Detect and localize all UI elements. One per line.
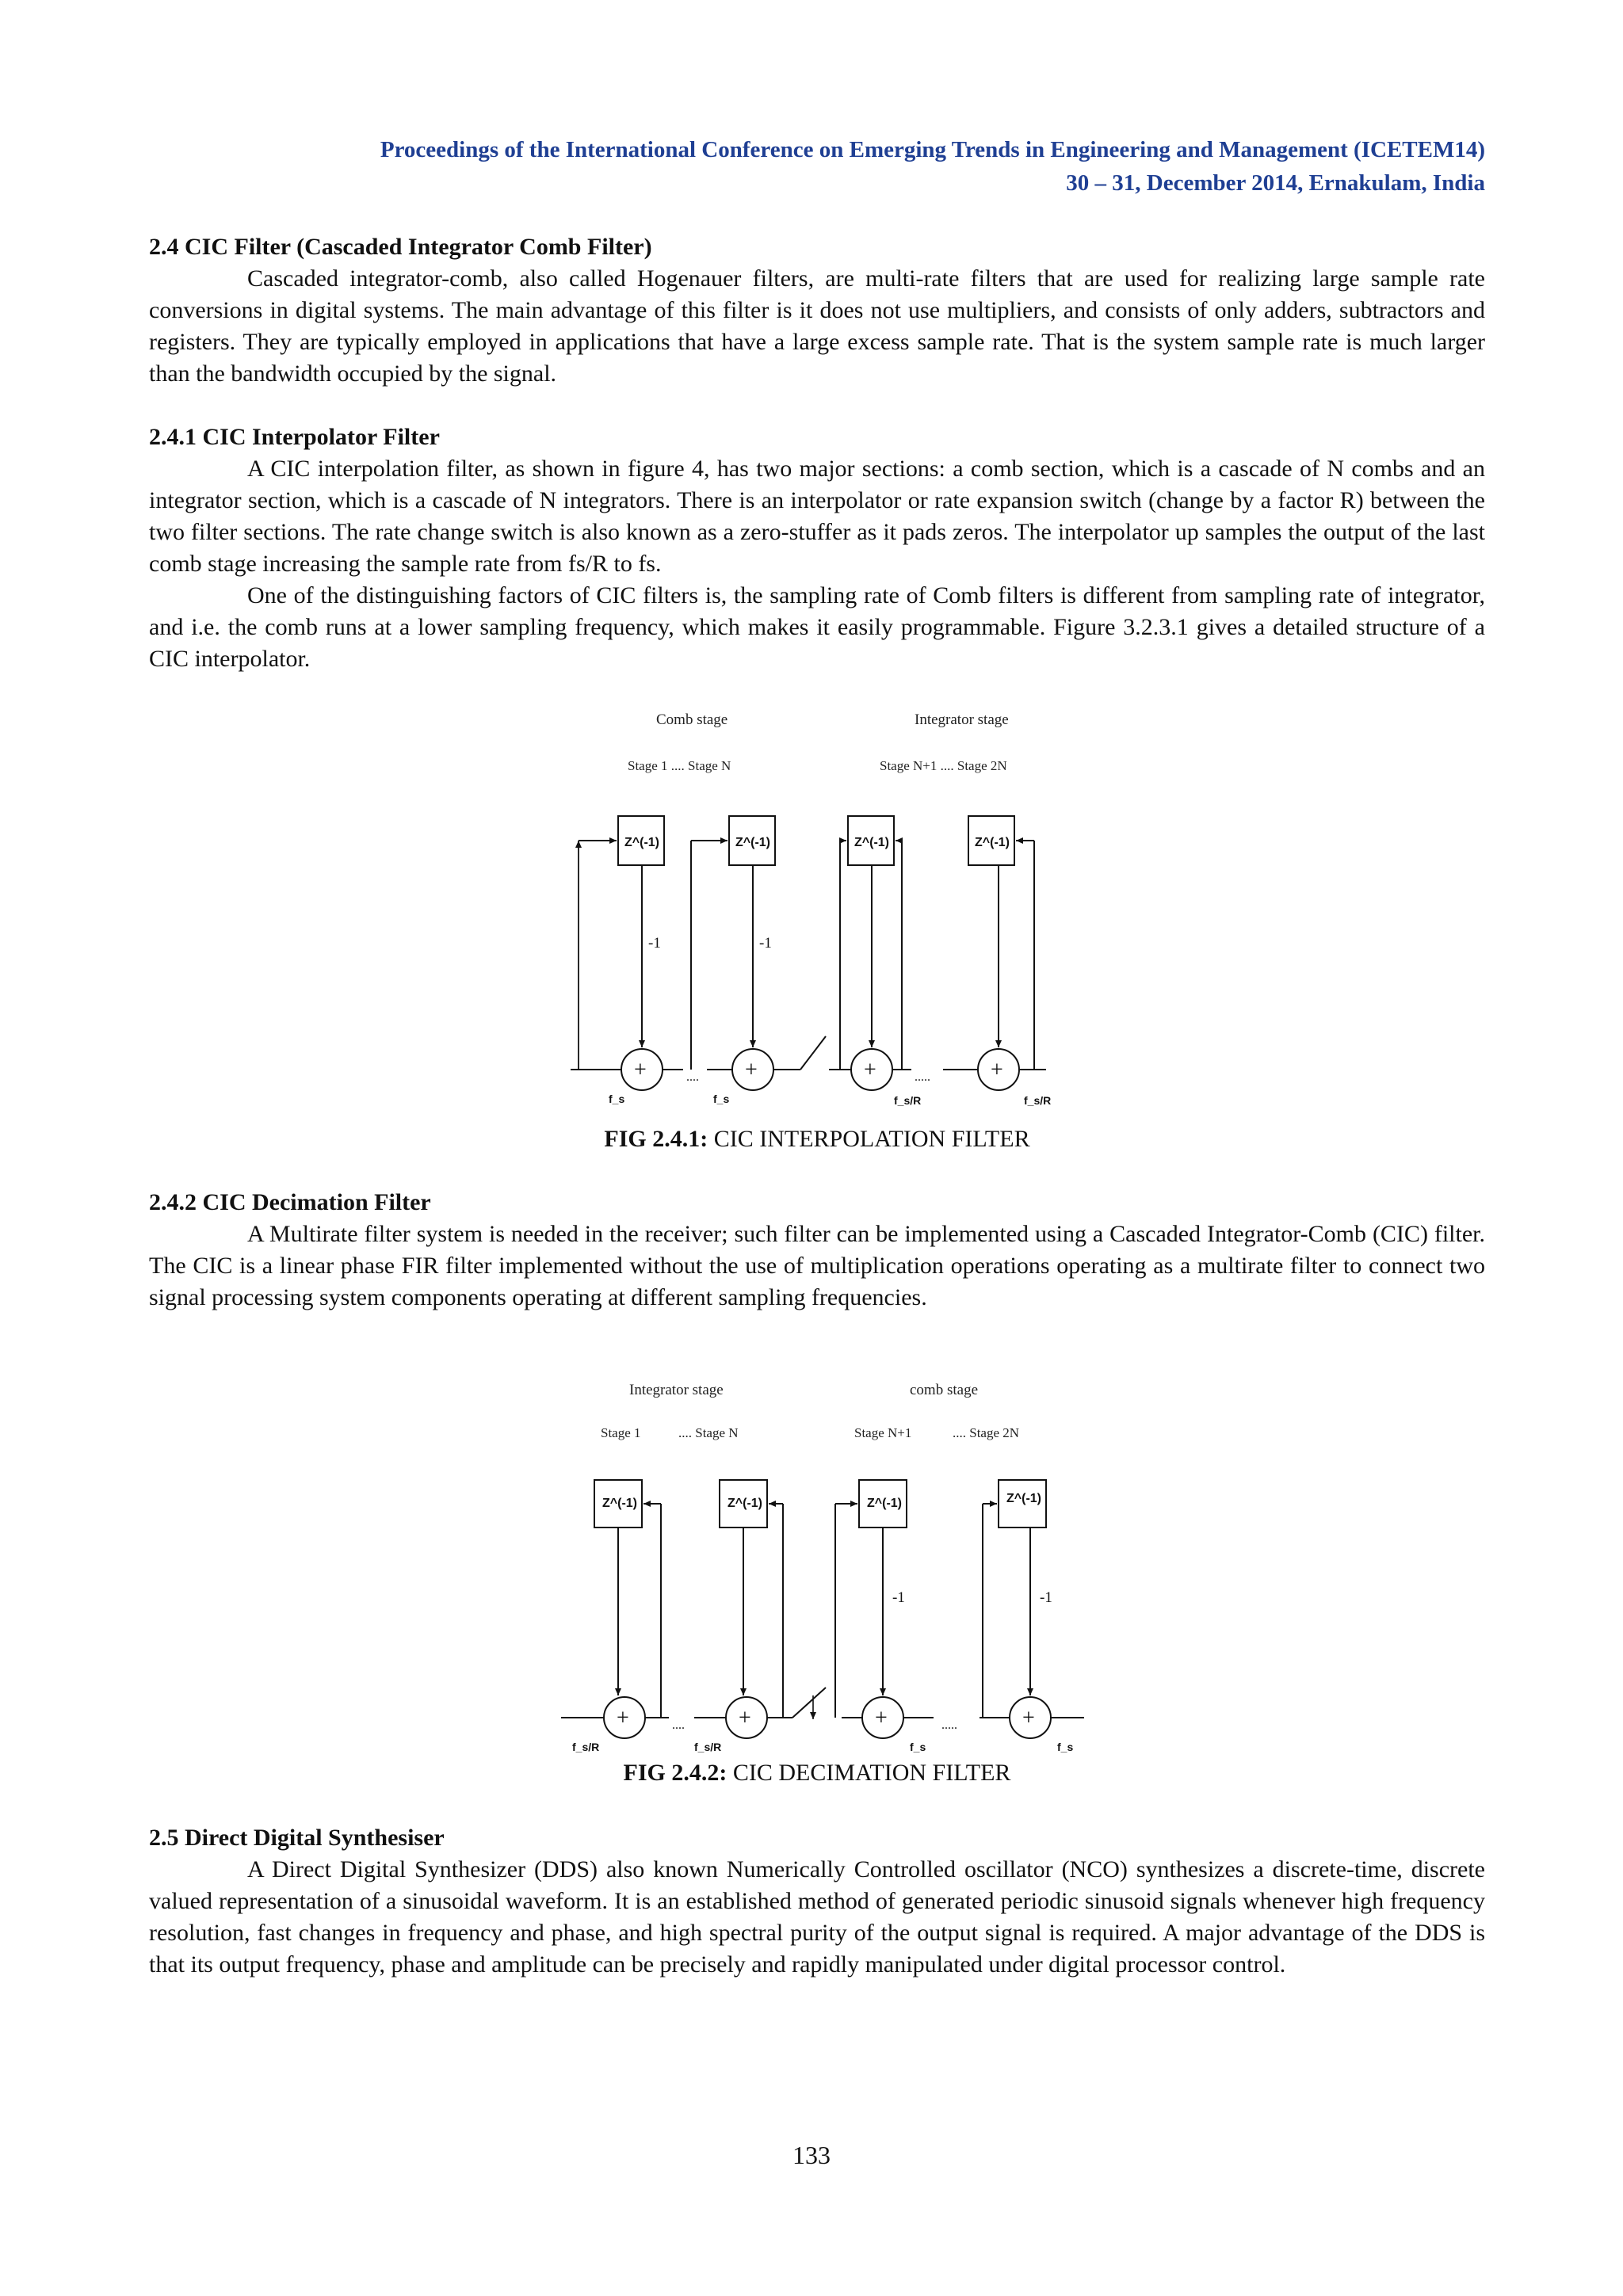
interpolation-diagram [571, 697, 1078, 1117]
adder-symbol: + [875, 1706, 888, 1730]
rate-label: f_s [1057, 1741, 1074, 1753]
adder-symbol: + [745, 1058, 758, 1082]
paragraph: A CIC interpolation filter, as shown in figure 4, has two major sections: a comb section, which is a cascade of N combs and an integrator section, which is a cascade of N integrators. There is an interpolator or rate expansion switch (change by a factor R) between the two filter sections. The rate change switch is also known as a zero-stuffer as it pads zeros. The interpolator up samples the output of the last comb stage increasing the sample rate from fs/R to fs. [149, 456, 1485, 577]
section-2-4-2 [149, 1187, 1485, 1314]
stage-label: .... Stage 2N [953, 1425, 1020, 1440]
delay-label: Z^(-1) [735, 836, 770, 849]
section-2-4 [149, 231, 1485, 390]
rate-label: f_s/R [572, 1741, 600, 1753]
integrator-stage-label: Integrator stage [629, 1382, 724, 1398]
delay-label: Z^(-1) [727, 1497, 762, 1510]
rate-switch [800, 1036, 826, 1070]
stage-label: .... Stage N [678, 1425, 739, 1440]
header-line-1: Proceedings of the International Conference on Emerging Trends in Engineering and Management (ICETEM14) [380, 137, 1485, 162]
rate-label: f_s [910, 1741, 926, 1753]
delay-label: Z^(-1) [854, 836, 889, 849]
figure-caption [149, 1757, 1485, 1789]
section-heading: 2.5 Direct Digital Synthesiser [149, 1825, 445, 1851]
figure-cic-decimation [561, 1367, 1084, 1756]
adder-symbol: + [739, 1706, 751, 1730]
section-heading: 2.4.2 CIC Decimation Filter [149, 1189, 431, 1215]
decimation-diagram [561, 1367, 1084, 1756]
running-header [149, 133, 1485, 200]
header-line-2: 30 – 31, December 2014, Ernakulam, India [1066, 170, 1485, 196]
adder-symbol: + [617, 1706, 629, 1730]
paragraph: One of the distinguishing factors of CIC filters is, the sampling rate of Comb filters is different from sampling rate of integrator, and i.e. the comb runs at a lower sampling frequency, which makes it easily programmable. Figure 3.2.3.1 gives a detailed structure of a CIC interpolator. [149, 582, 1485, 672]
stage-label: Stage 1 [601, 1425, 641, 1440]
stage-label: Stage N+1 [854, 1425, 912, 1440]
page-number: 133 [792, 2141, 831, 2169]
paragraph: A Direct Digital Synthesizer (DDS) also known Numerically Controlled oscillator (NCO) synthesizes a discrete-time, discrete valued representation of a sinusoidal waveform. It is an established method of generated periodic sinusoid signals whenever high frequency resolution, fast changes in frequency and phase, and high spectral purity of the output signal is required. A major advantage of the DDS is that its output frequency, phase and amplitude can be precisely and rapidly manipulated under digital processor control. [149, 1856, 1485, 1978]
stage-range-left: Stage 1 .... Stage N [628, 758, 731, 773]
rate-label: f_s/R [894, 1094, 922, 1107]
adder-symbol: + [864, 1058, 876, 1082]
paragraph: Cascaded integrator-comb, also called Hogenauer filters, are multi-rate filters that are used for realizing large sample rate conversions in digital systems. The main advantage of this filter is it does not use multipliers, and consists of only adders, subtractors and registers. They are typically employed in applications that have a large excess sample rate. That is the system sample rate is much larger than the bandwidth occupied by the signal. [149, 265, 1485, 387]
rate-label: f_s [609, 1093, 625, 1105]
adder-symbol: + [634, 1058, 647, 1082]
paragraph: A Multirate filter system is needed in the receiver; such filter can be implemented using a Cascaded Integrator-Comb (CIC) filter. The CIC is a linear phase FIR filter implemented without the use of multiplication operations operating as a multirate filter to connect two signal processing system components operating at different sampling frequencies. [149, 1221, 1485, 1310]
delay-label: Z^(-1) [602, 1497, 637, 1510]
section-2-4-1 [149, 421, 1485, 675]
adder-symbol: + [991, 1058, 1003, 1082]
comb-stage-label: comb stage [910, 1382, 979, 1398]
stage-range-right: Stage N+1 .... Stage 2N [880, 758, 1007, 773]
gain-label: -1 [892, 1589, 905, 1606]
section-heading: 2.4.1 CIC Interpolator Filter [149, 424, 440, 450]
caption-text: CIC INTERPOLATION FILTER [708, 1126, 1030, 1152]
section-heading: 2.4 CIC Filter (Cascaded Integrator Comb Filter) [149, 234, 652, 260]
ellipsis: ..... [941, 1718, 957, 1732]
caption-text: CIC DECIMATION FILTER [727, 1760, 1011, 1786]
rate-label: f_s/R [1024, 1094, 1052, 1107]
delay-label: Z^(-1) [975, 836, 1010, 849]
delay-label: Z^(-1) [624, 836, 659, 849]
delay-label: Z^(-1) [1006, 1492, 1041, 1505]
adder-symbol: + [1022, 1706, 1035, 1730]
comb-stage-label: Comb stage [656, 711, 728, 728]
gain-label: -1 [1040, 1589, 1052, 1606]
caption-label: FIG 2.4.1: [604, 1126, 708, 1152]
ellipsis: .... [686, 1070, 699, 1084]
ellipsis: ..... [915, 1070, 930, 1084]
figure-caption [149, 1123, 1485, 1155]
gain-label: -1 [648, 935, 661, 952]
caption-label: FIG 2.4.2: [623, 1760, 727, 1786]
delay-label: Z^(-1) [867, 1497, 902, 1510]
gain-label: -1 [759, 935, 772, 952]
rate-label: f_s/R [694, 1741, 722, 1753]
rate-label: f_s [713, 1093, 730, 1105]
integrator-stage-label: Integrator stage [915, 711, 1009, 728]
ellipsis: .... [672, 1718, 685, 1732]
figure-cic-interpolation [571, 697, 1078, 1117]
rate-switch [792, 1688, 826, 1718]
section-2-5 [149, 1822, 1485, 1981]
